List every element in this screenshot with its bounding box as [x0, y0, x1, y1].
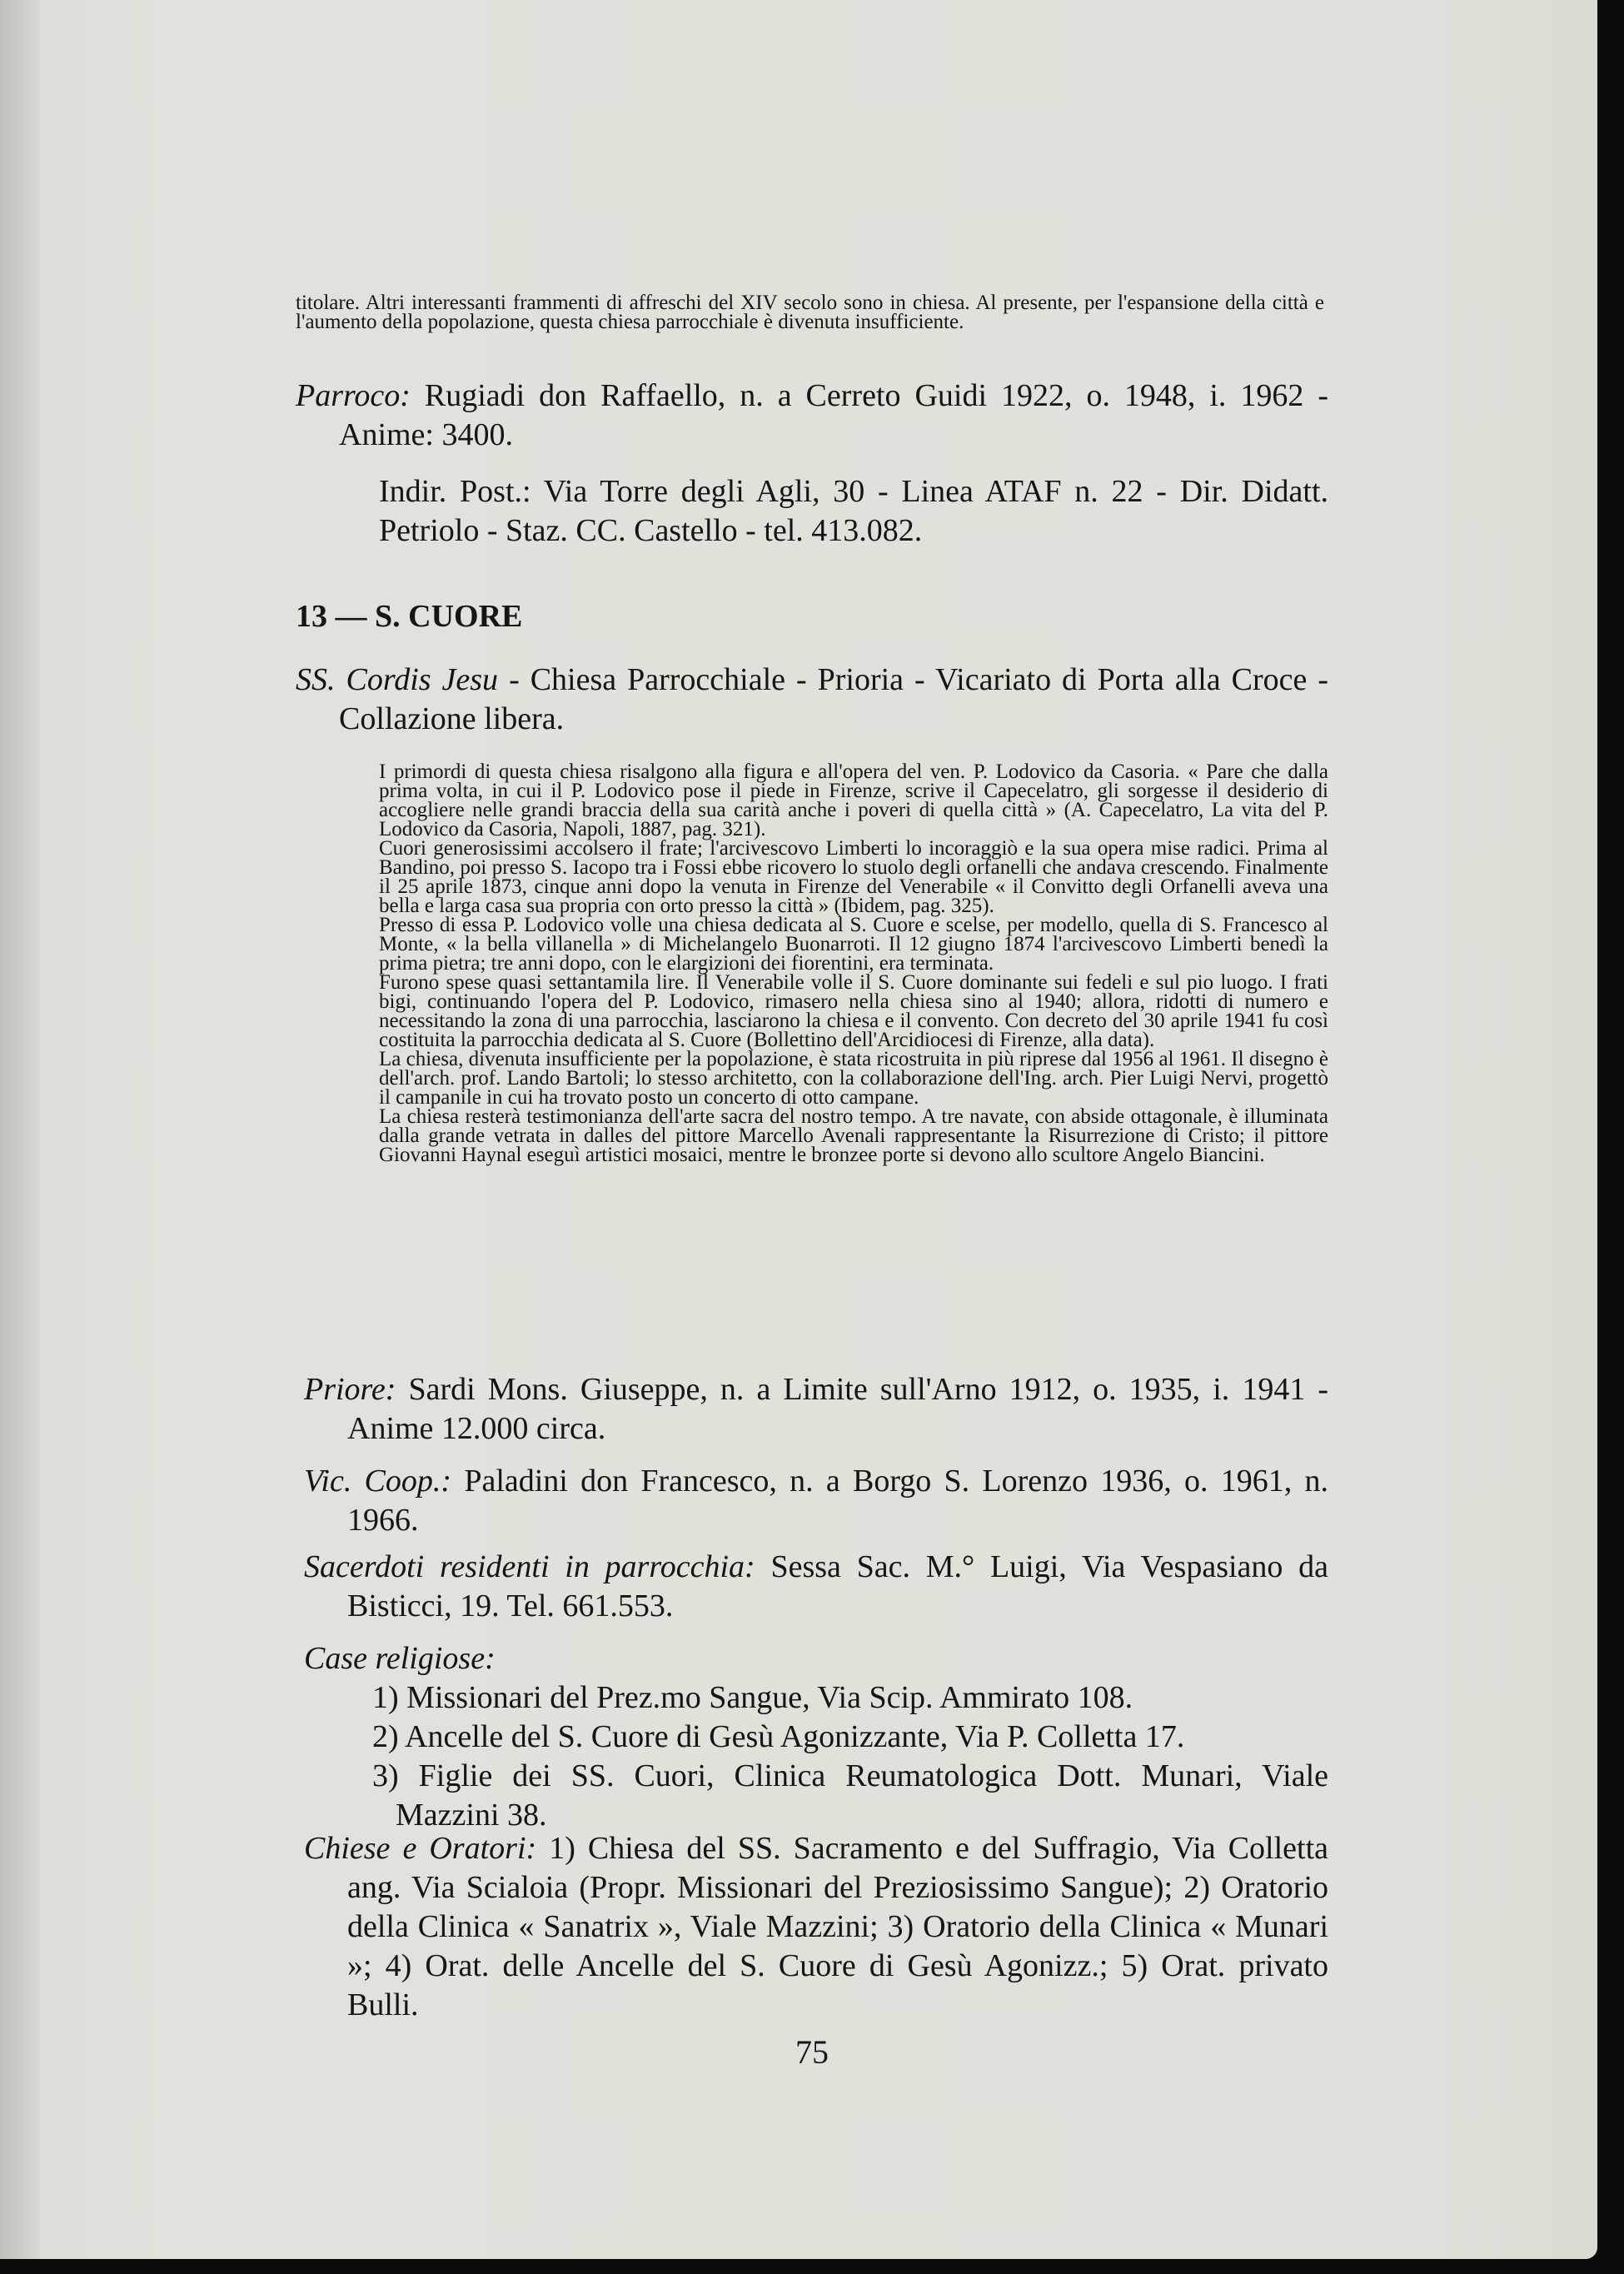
priore-entry	[304, 1370, 1328, 1449]
history-paragraph: La chiesa, divenuta insufficiente per la popolazione, è stata ricostruita in più riprese dal 1956 al 1961. Il disegno è dell'arch. prof. Lando Bartoli; lo stesso architetto, con la collaborazione dell'Ing. arch. Pier Luigi Nervi, progettò il campanile in cui ha trovato posto un concerto di otto campane.	[379, 1048, 1328, 1109]
priore-label: Priore:	[304, 1372, 396, 1407]
sacerdoti-entry	[304, 1548, 1328, 1626]
parroco-text: Rugiadi don Raffaello, n. a Cerreto Guidi 1922, o. 1948, i. 1962 - Anime: 3400.	[339, 378, 1329, 452]
history-block	[379, 762, 1328, 1164]
history-paragraph: Cuori generosissimi accolsero il frate; l'arcivescovo Limberti lo incoraggiò e la sua opera mise radici. Prima al Bandino, poi presso S. Iacopo tra i Fossi ebbe ricovero lo stuolo degli orfanelli che andava crescendo. Finalmente il 25 aprile 1873, cinque anni dopo la venuta in Firenze del Venerabile « il Convitto degli Orfanelli aveva una bella e larga casa sua propria con orto presso la città » (Ibidem, pag. 325).	[379, 837, 1328, 917]
dedication-text: - Chiesa Parrocchiale - Prioria - Vicariato di Porta alla Croce - Collazione libera.	[339, 662, 1329, 736]
case-religiose-item: 3) Figlie dei SS. Cuori, Clinica Reumatologica Dott. Munari, Viale Mazzini 38.	[372, 1758, 1328, 1833]
section-number: 13	[296, 599, 327, 634]
vic-coop-entry	[304, 1462, 1328, 1540]
case-religiose-item: 1) Missionari del Prez.mo Sangue, Via Scip. Ammirato 108.	[372, 1680, 1133, 1715]
chiese-oratori-label: Chiese e Oratori:	[304, 1831, 537, 1866]
case-religiose-label: Case religiose:	[304, 1641, 496, 1676]
parroco-label: Parroco:	[296, 378, 411, 413]
postal-address-text: Indir. Post.: Via Torre degli Agli, 30 - Linea ATAF n. 22 - Dir. Didatt. Petriolo - Staz. CC. Castello - tel. 413.082.	[379, 474, 1328, 548]
dedication-latin: SS. Cordis Jesu	[296, 662, 499, 697]
postal-address	[379, 472, 1328, 551]
case-religiose-entry	[304, 1639, 1328, 1835]
chiese-oratori-entry	[304, 1829, 1328, 2025]
sacerdoti-text: Sessa Sac. M.° Luigi, Via Vespasiano da Bisticci, 19. Tel. 661.553.	[347, 1549, 1329, 1623]
vic-coop-label: Vic. Coop.:	[304, 1464, 452, 1499]
dedication-entry	[296, 661, 1328, 739]
priore-text: Sardi Mons. Giuseppe, n. a Limite sull'Arno 1912, o. 1935, i. 1941 - Anime 12.000 circa.	[347, 1372, 1329, 1446]
section-title: S. CUORE	[375, 599, 523, 634]
fragment-paragraph: titolare. Altri interessanti frammenti di affreschi del XIV secolo sono in chiesa. Al presente, per l'espansione della città e l'aumento della popolazione, questa chiesa parrocchiale è divenuta insufficiente.	[296, 292, 1324, 333]
history-paragraph: I primordi di questa chiesa risalgono alla figura e all'opera del ven. P. Lodovico da Casoria. « Pare che dalla prima volta, in cui il P. Lodovico pose il piede in Firenze, scrive il Capecelatro, gli sorgesse il desiderio di accogliere nelle grandi braccia della sua carità anche i poveri di quella città » (A. Capecelatro, La vita del P. Lodovico da Casoria, Napoli, 1887, pag. 321).	[379, 760, 1328, 840]
top-fragment	[296, 293, 1324, 332]
page-fold-shadow	[0, 0, 40, 2259]
sacerdoti-label: Sacerdoti residenti in parrocchia:	[304, 1549, 755, 1584]
vic-coop-text: Paladini don Francesco, n. a Borgo S. Lorenzo 1936, o. 1961, n. 1966.	[347, 1464, 1328, 1538]
history-paragraph: Presso di essa P. Lodovico volle una chiesa dedicata al S. Cuore e scelse, per modello, quella di S. Francesco al Monte, « la bella villanella » di Michelangelo Buonarroti. Il 12 giugno 1874 l'arcivescovo Limberti benedì la prima pietra; tre anni dopo, con le elargizioni dei fiorentini, era terminata.	[379, 914, 1328, 975]
section-heading	[296, 598, 1328, 635]
page-number: 75	[795, 2033, 829, 2071]
chiese-oratori-text: 1) Chiesa del SS. Sacramento e del Suffragio, Via Colletta ang. Via Scialoia (Propr. Missionari del Preziosissimo Sangue); 2) Oratorio della Clinica « Sanatrix », Viale Mazzini; 3) Oratorio della Clinica « Munari »; 4) Orat. delle Ancelle del S. Cuore di Gesù Agonizz.; 5) Orat. privato Bulli.	[347, 1831, 1329, 2022]
case-religiose-item: 2) Ancelle del S. Cuore di Gesù Agonizzante, Via P. Colletta 17.	[372, 1719, 1185, 1754]
parroco-entry	[296, 377, 1328, 455]
history-paragraph: La chiesa resterà testimonianza dell'arte sacra del nostro tempo. A tre navate, con abside ottagonale, è illuminata dalla grande vetrata in dalles del pittore Marcello Avenali rappresentante la Risurrezione di Cristo; il pittore Giovanni Haynal eseguì artistici mosaici, mentre le bronzee porte si devono allo scultore Angelo Biancini.	[379, 1105, 1328, 1166]
history-paragraph: Furono spese quasi settantamila lire. Il Venerabile volle il S. Cuore dominante sui fedeli e sul pio luogo. I frati bigi, continuando l'opera del P. Lodovico, rimasero nella chiesa sino al 1940; allora, ridotti di numero e necessitando la zona di una parrocchia, lasciarono la chiesa e il convento. Con decreto del 30 aprile 1941 fu così costituita la parrocchia dedicata al S. Cuore (Bollettino dell'Arcidiocesi di Firenze, alla data).	[379, 971, 1328, 1051]
section-dash: —	[335, 599, 367, 634]
